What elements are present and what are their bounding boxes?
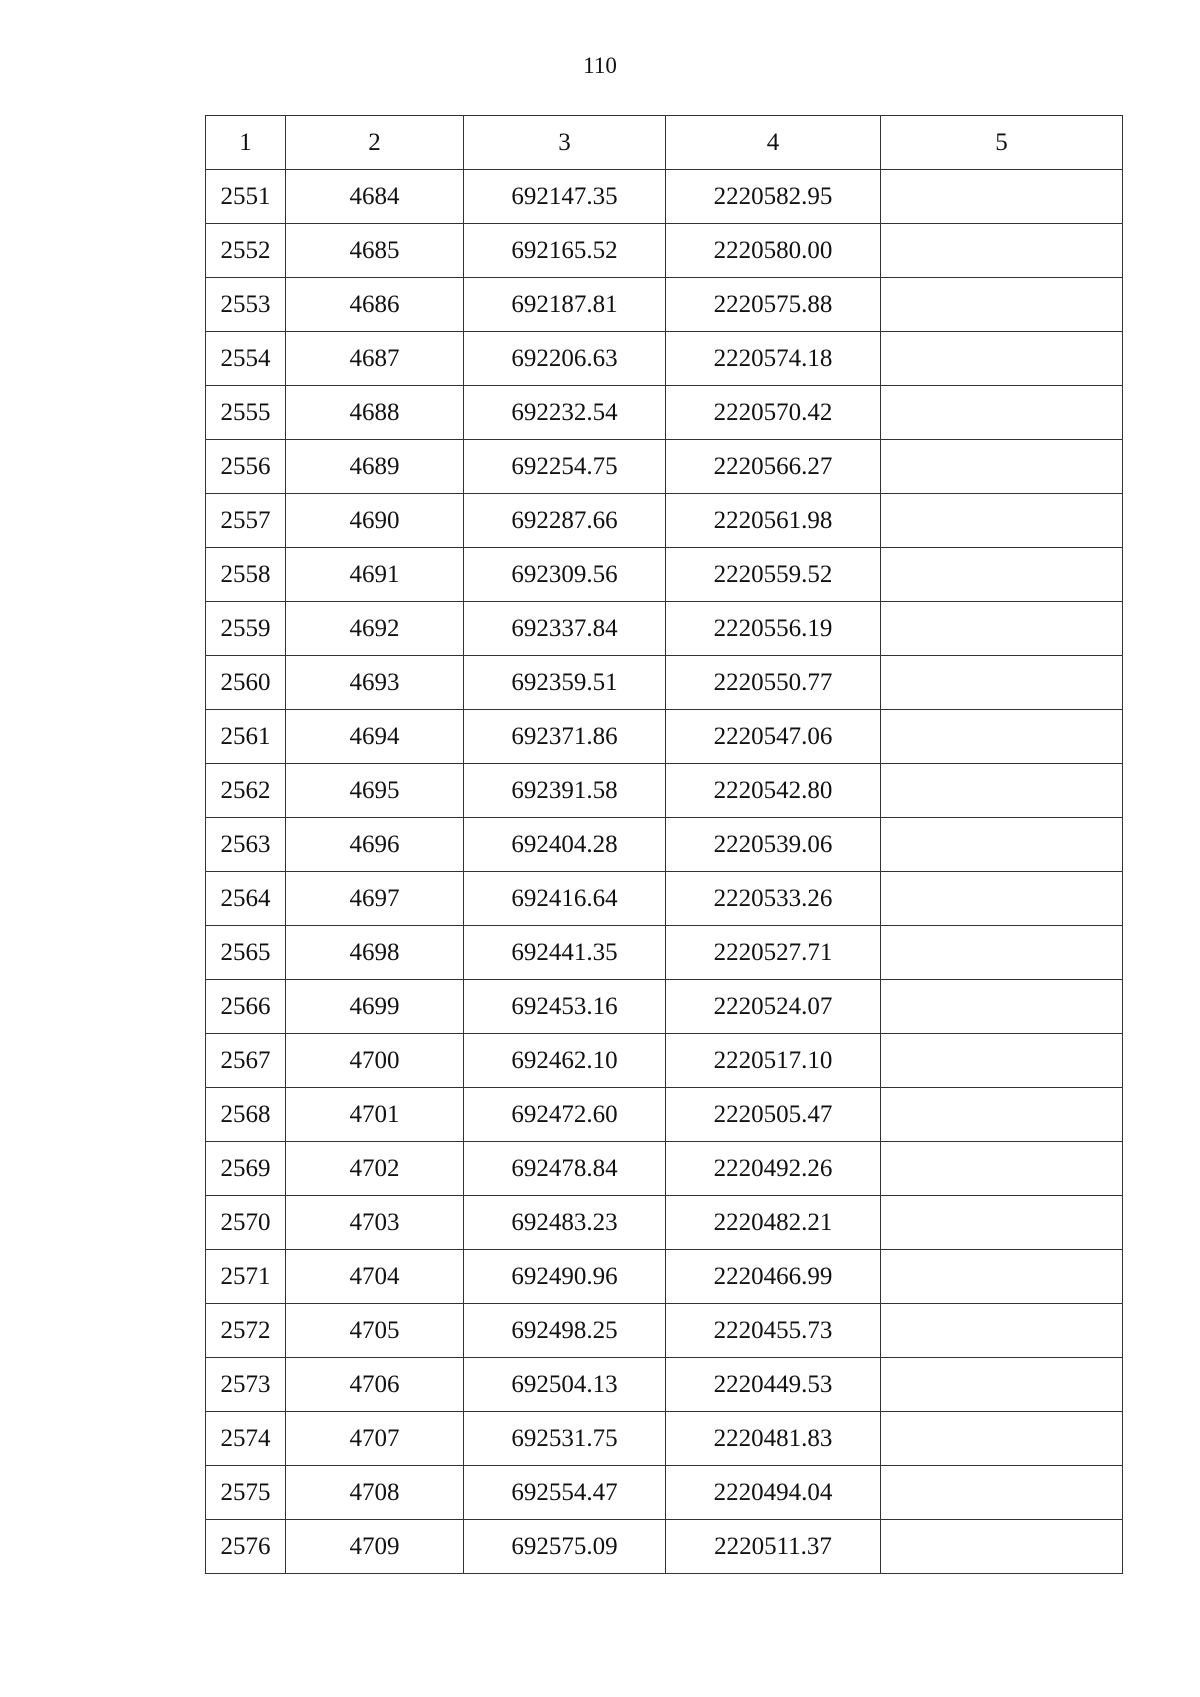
- y-coordinate-cell: 2220466.99: [666, 1250, 881, 1304]
- table-row: [206, 1412, 1123, 1466]
- point-number-cell: 4694: [286, 710, 464, 764]
- row-number-cell: 2572: [206, 1304, 286, 1358]
- table-row: [206, 1358, 1123, 1412]
- row-number-cell: 2569: [206, 1142, 286, 1196]
- table-row: [206, 332, 1123, 386]
- point-number-cell: 4695: [286, 764, 464, 818]
- y-coordinate-cell: 2220566.27: [666, 440, 881, 494]
- y-coordinate-cell: 2220575.88: [666, 278, 881, 332]
- note-cell: [881, 1034, 1123, 1088]
- point-number-cell: 4703: [286, 1196, 464, 1250]
- row-number-cell: 2573: [206, 1358, 286, 1412]
- point-number-cell: 4702: [286, 1142, 464, 1196]
- x-coordinate-cell: 692187.81: [464, 278, 666, 332]
- x-coordinate-cell: 692147.35: [464, 170, 666, 224]
- y-coordinate-cell: 2220542.80: [666, 764, 881, 818]
- row-number-cell: 2556: [206, 440, 286, 494]
- x-coordinate-cell: 692441.35: [464, 926, 666, 980]
- point-number-cell: 4690: [286, 494, 464, 548]
- note-cell: [881, 1142, 1123, 1196]
- x-coordinate-cell: 692371.86: [464, 710, 666, 764]
- row-number-cell: 2575: [206, 1466, 286, 1520]
- x-coordinate-cell: 692416.64: [464, 872, 666, 926]
- point-number-cell: 4700: [286, 1034, 464, 1088]
- x-coordinate-cell: 692404.28: [464, 818, 666, 872]
- note-cell: [881, 710, 1123, 764]
- note-cell: [881, 926, 1123, 980]
- point-number-cell: 4707: [286, 1412, 464, 1466]
- table-row: [206, 386, 1123, 440]
- table-row: [206, 926, 1123, 980]
- point-number-cell: 4693: [286, 656, 464, 710]
- note-cell: [881, 548, 1123, 602]
- table-row: [206, 710, 1123, 764]
- table-row: [206, 818, 1123, 872]
- row-number-cell: 2557: [206, 494, 286, 548]
- table-row: [206, 1034, 1123, 1088]
- row-number-cell: 2552: [206, 224, 286, 278]
- table-row: [206, 170, 1123, 224]
- row-number-cell: 2555: [206, 386, 286, 440]
- point-number-cell: 4699: [286, 980, 464, 1034]
- table-row: [206, 494, 1123, 548]
- column-header-3: 3: [464, 116, 666, 170]
- y-coordinate-cell: 2220492.26: [666, 1142, 881, 1196]
- point-number-cell: 4687: [286, 332, 464, 386]
- table-row: [206, 1304, 1123, 1358]
- row-number-cell: 2564: [206, 872, 286, 926]
- table-row: [206, 224, 1123, 278]
- row-number-cell: 2566: [206, 980, 286, 1034]
- table-row: [206, 764, 1123, 818]
- point-number-cell: 4692: [286, 602, 464, 656]
- table-row: [206, 980, 1123, 1034]
- note-cell: [881, 1412, 1123, 1466]
- point-number-cell: 4688: [286, 386, 464, 440]
- x-coordinate-cell: 692206.63: [464, 332, 666, 386]
- row-number-cell: 2570: [206, 1196, 286, 1250]
- note-cell: [881, 980, 1123, 1034]
- note-cell: [881, 1358, 1123, 1412]
- note-cell: [881, 602, 1123, 656]
- table-row: [206, 440, 1123, 494]
- x-coordinate-cell: 692478.84: [464, 1142, 666, 1196]
- row-number-cell: 2563: [206, 818, 286, 872]
- note-cell: [881, 494, 1123, 548]
- point-number-cell: 4697: [286, 872, 464, 926]
- x-coordinate-cell: 692472.60: [464, 1088, 666, 1142]
- point-number-cell: 4709: [286, 1520, 464, 1574]
- row-number-cell: 2562: [206, 764, 286, 818]
- row-number-cell: 2571: [206, 1250, 286, 1304]
- note-cell: [881, 278, 1123, 332]
- y-coordinate-cell: 2220517.10: [666, 1034, 881, 1088]
- table-row: [206, 1250, 1123, 1304]
- point-number-cell: 4686: [286, 278, 464, 332]
- table-row: [206, 1088, 1123, 1142]
- y-coordinate-cell: 2220481.83: [666, 1412, 881, 1466]
- point-number-cell: 4685: [286, 224, 464, 278]
- x-coordinate-cell: 692232.54: [464, 386, 666, 440]
- x-coordinate-cell: 692531.75: [464, 1412, 666, 1466]
- table-row: [206, 1466, 1123, 1520]
- table-row: [206, 278, 1123, 332]
- point-number-cell: 4691: [286, 548, 464, 602]
- y-coordinate-cell: 2220582.95: [666, 170, 881, 224]
- table-row: [206, 1520, 1123, 1574]
- column-header-4: 4: [666, 116, 881, 170]
- table-row: [206, 656, 1123, 710]
- note-cell: [881, 1304, 1123, 1358]
- y-coordinate-cell: 2220524.07: [666, 980, 881, 1034]
- table-row: [206, 1196, 1123, 1250]
- note-cell: [881, 818, 1123, 872]
- row-number-cell: 2554: [206, 332, 286, 386]
- point-number-cell: 4704: [286, 1250, 464, 1304]
- row-number-cell: 2560: [206, 656, 286, 710]
- note-cell: [881, 872, 1123, 926]
- x-coordinate-cell: 692462.10: [464, 1034, 666, 1088]
- column-header-5: 5: [881, 116, 1123, 170]
- table-row: [206, 872, 1123, 926]
- row-number-cell: 2565: [206, 926, 286, 980]
- y-coordinate-cell: 2220511.37: [666, 1520, 881, 1574]
- point-number-cell: 4701: [286, 1088, 464, 1142]
- row-number-cell: 2558: [206, 548, 286, 602]
- y-coordinate-cell: 2220539.06: [666, 818, 881, 872]
- note-cell: [881, 1520, 1123, 1574]
- page-number: 110: [583, 53, 617, 78]
- table-header-row: [206, 116, 1123, 170]
- x-coordinate-cell: 692254.75: [464, 440, 666, 494]
- row-number-cell: 2561: [206, 710, 286, 764]
- x-coordinate-cell: 692287.66: [464, 494, 666, 548]
- note-cell: [881, 764, 1123, 818]
- y-coordinate-cell: 2220561.98: [666, 494, 881, 548]
- y-coordinate-cell: 2220455.73: [666, 1304, 881, 1358]
- point-number-cell: 4696: [286, 818, 464, 872]
- row-number-cell: 2551: [206, 170, 286, 224]
- x-coordinate-cell: 692483.23: [464, 1196, 666, 1250]
- note-cell: [881, 1088, 1123, 1142]
- x-coordinate-cell: 692391.58: [464, 764, 666, 818]
- x-coordinate-cell: 692554.47: [464, 1466, 666, 1520]
- y-coordinate-cell: 2220494.04: [666, 1466, 881, 1520]
- x-coordinate-cell: 692359.51: [464, 656, 666, 710]
- y-coordinate-cell: 2220559.52: [666, 548, 881, 602]
- note-cell: [881, 1250, 1123, 1304]
- row-number-cell: 2568: [206, 1088, 286, 1142]
- note-cell: [881, 440, 1123, 494]
- table-row: [206, 602, 1123, 656]
- row-number-cell: 2553: [206, 278, 286, 332]
- note-cell: [881, 224, 1123, 278]
- y-coordinate-cell: 2220527.71: [666, 926, 881, 980]
- point-number-cell: 4698: [286, 926, 464, 980]
- x-coordinate-cell: 692504.13: [464, 1358, 666, 1412]
- y-coordinate-cell: 2220570.42: [666, 386, 881, 440]
- table-row: [206, 1142, 1123, 1196]
- column-header-1: 1: [206, 116, 286, 170]
- y-coordinate-cell: 2220505.47: [666, 1088, 881, 1142]
- y-coordinate-cell: 2220547.06: [666, 710, 881, 764]
- x-coordinate-cell: 692453.16: [464, 980, 666, 1034]
- y-coordinate-cell: 2220574.18: [666, 332, 881, 386]
- note-cell: [881, 1466, 1123, 1520]
- y-coordinate-cell: 2220449.53: [666, 1358, 881, 1412]
- point-number-cell: 4705: [286, 1304, 464, 1358]
- row-number-cell: 2559: [206, 602, 286, 656]
- x-coordinate-cell: 692498.25: [464, 1304, 666, 1358]
- point-number-cell: 4706: [286, 1358, 464, 1412]
- note-cell: [881, 170, 1123, 224]
- x-coordinate-cell: 692165.52: [464, 224, 666, 278]
- table-body: [206, 170, 1123, 1574]
- x-coordinate-cell: 692309.56: [464, 548, 666, 602]
- x-coordinate-cell: 692337.84: [464, 602, 666, 656]
- column-header-2: 2: [286, 116, 464, 170]
- row-number-cell: 2576: [206, 1520, 286, 1574]
- y-coordinate-cell: 2220482.21: [666, 1196, 881, 1250]
- y-coordinate-cell: 2220550.77: [666, 656, 881, 710]
- point-number-cell: 4684: [286, 170, 464, 224]
- y-coordinate-cell: 2220533.26: [666, 872, 881, 926]
- x-coordinate-cell: 692490.96: [464, 1250, 666, 1304]
- row-number-cell: 2574: [206, 1412, 286, 1466]
- note-cell: [881, 386, 1123, 440]
- y-coordinate-cell: 2220580.00: [666, 224, 881, 278]
- point-number-cell: 4708: [286, 1466, 464, 1520]
- note-cell: [881, 656, 1123, 710]
- x-coordinate-cell: 692575.09: [464, 1520, 666, 1574]
- coordinates-table: [205, 115, 1123, 1574]
- y-coordinate-cell: 2220556.19: [666, 602, 881, 656]
- note-cell: [881, 332, 1123, 386]
- note-cell: [881, 1196, 1123, 1250]
- row-number-cell: 2567: [206, 1034, 286, 1088]
- point-number-cell: 4689: [286, 440, 464, 494]
- table-row: [206, 548, 1123, 602]
